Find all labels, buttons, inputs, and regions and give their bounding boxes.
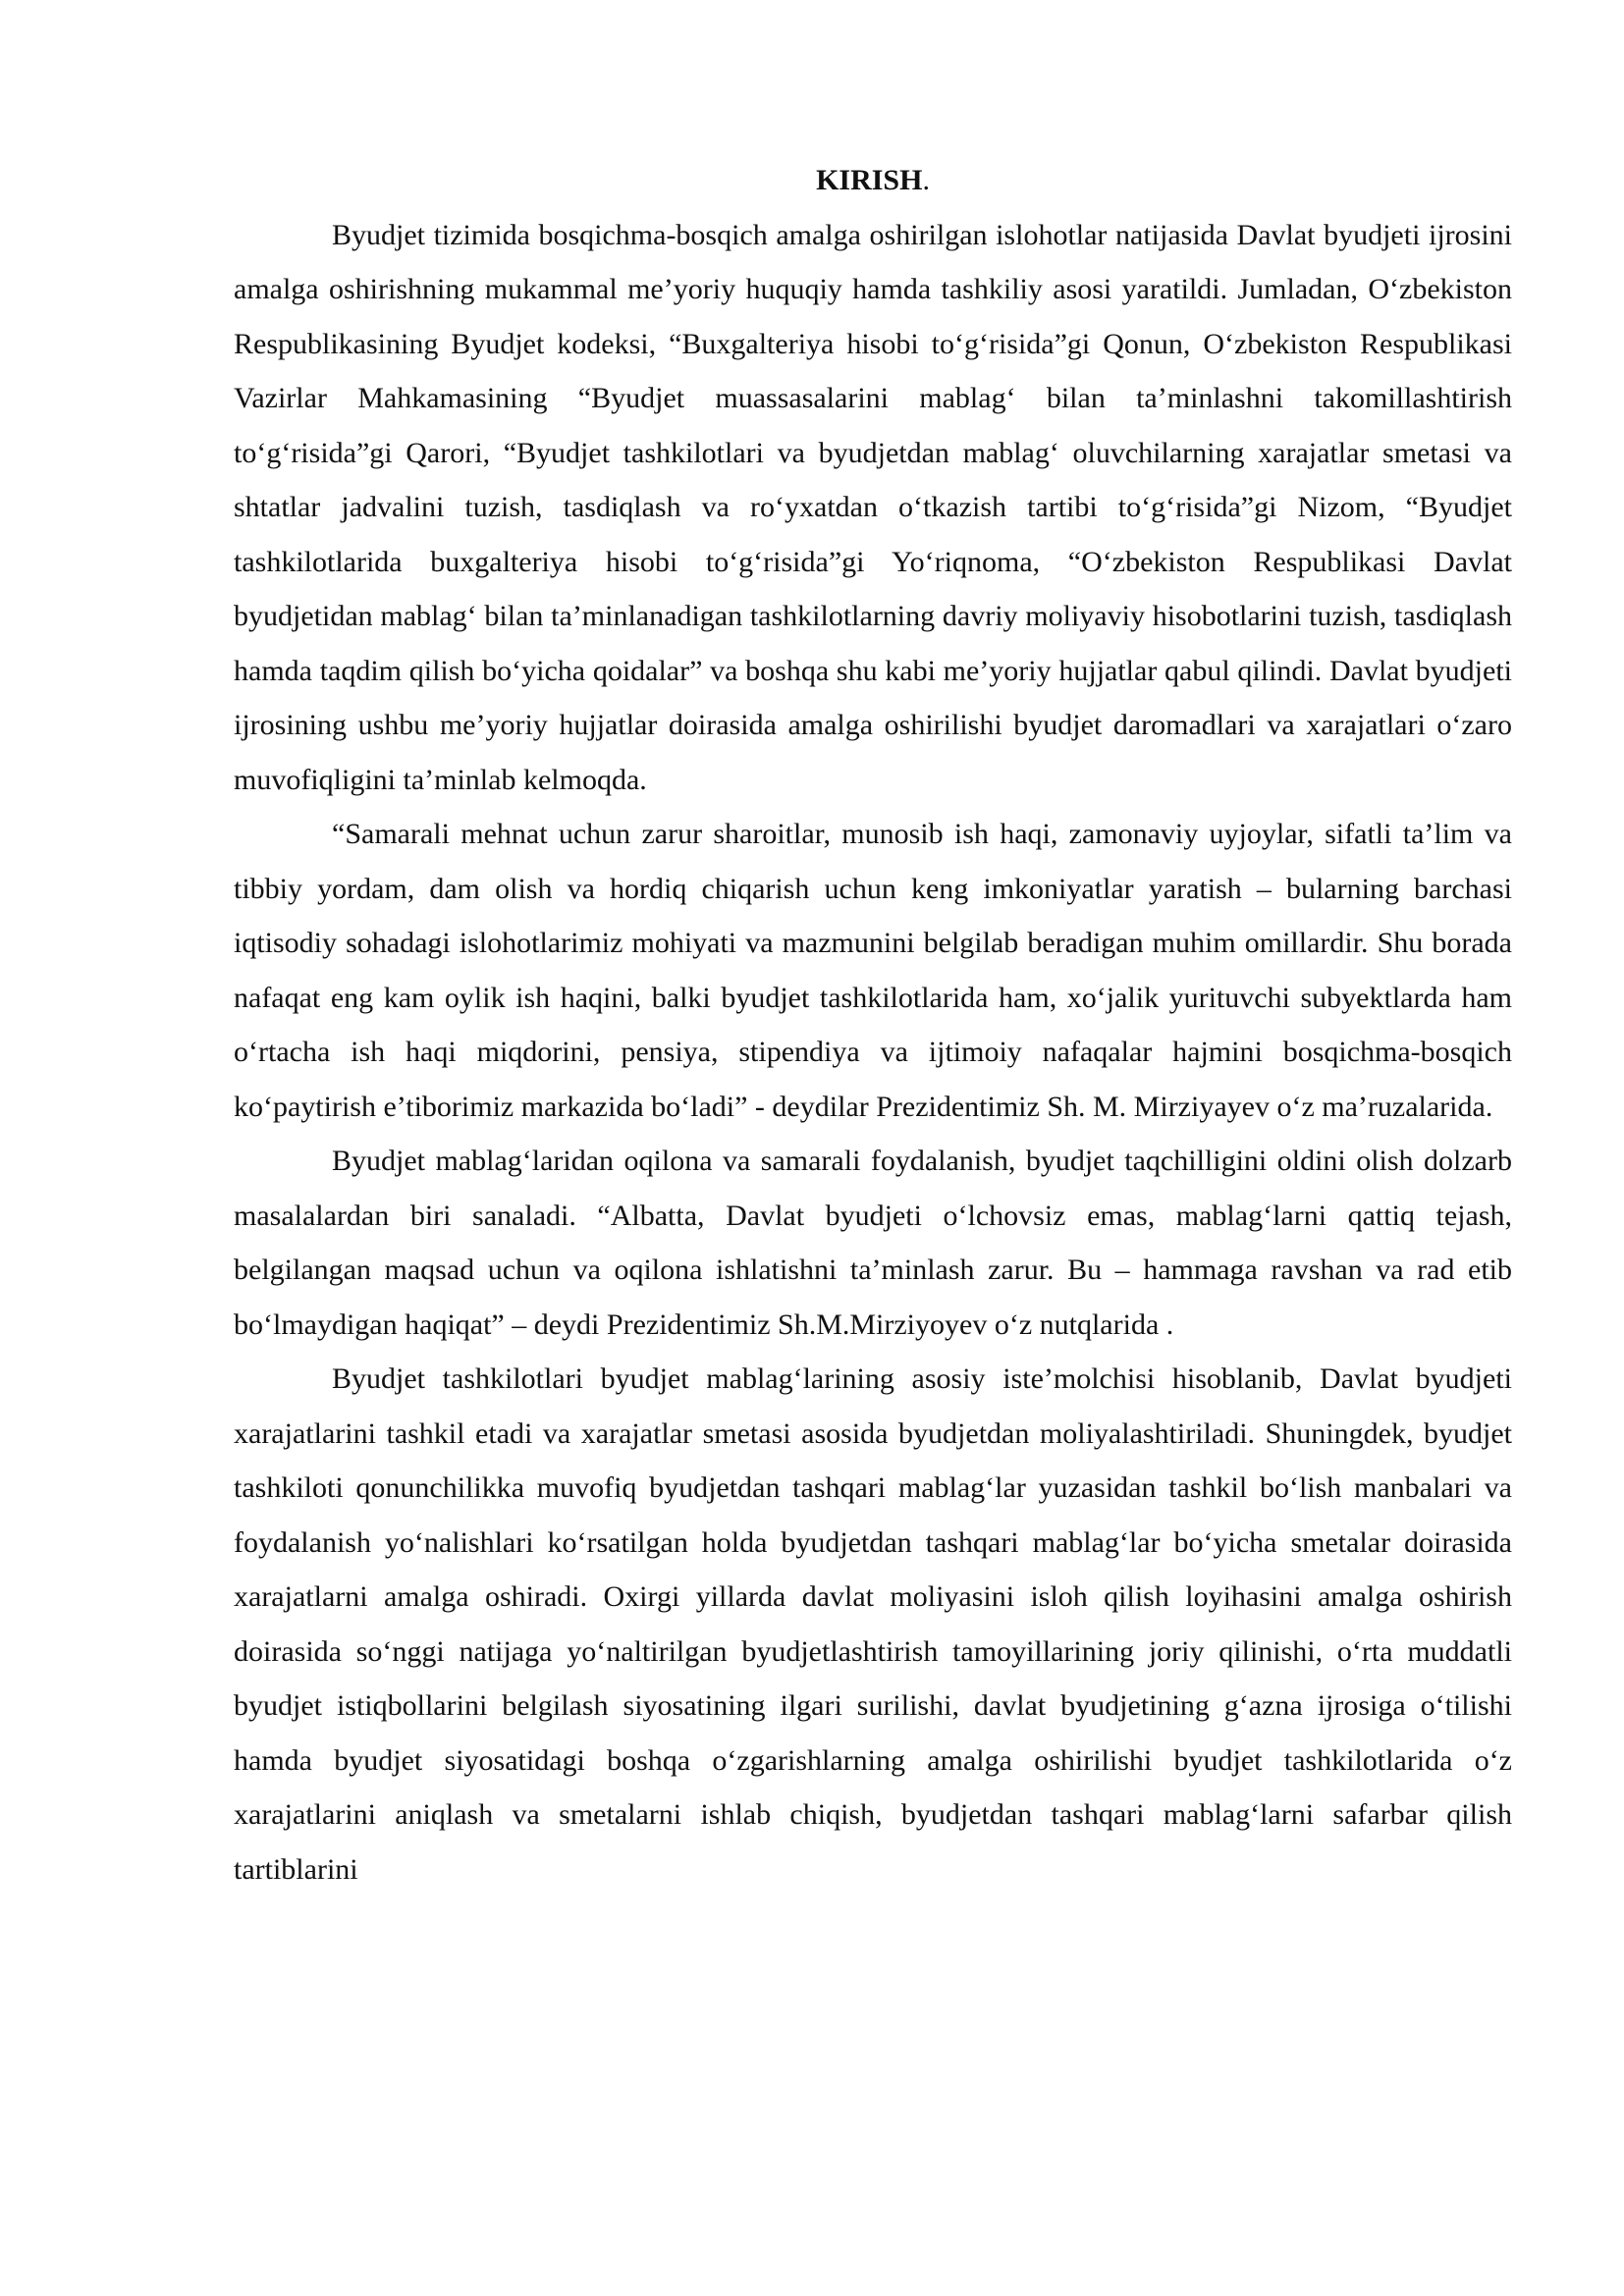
paragraph-1: Byudjet tizimida bosqichma-bosqich amalga oshirilgan islohotlar natijasida Davlat byudjeti ijrosini amalga oshirishning mukammal me’yoriy huquqiy hamda tashkiliy asosi yaratildi. Jumladan, O‘zbekiston Respublikasining Byudjet kodeksi, “Buxgalteriya hisobi to‘g‘risida”gi Qonun, O‘zbekiston Respublikasi Vazirlar Mahkamasining “Byudjet muassasalarini mablag‘ bilan ta’minlashni takomillashtirish to‘g‘risida”gi Qarori, “Byudjet tashkilotlari va byudjetdan mablag‘ oluvchilarning xarajatlar smetasi va shtatlar jadvalini tuzish, tasdiqlash va ro‘yxatdan o‘tkazish tartibi to‘g‘risida”gi Nizom, “Byudjet tashkilotlarida buxgalteriya hisobi to‘g‘risida”gi Yo‘riqnoma, “O‘zbekiston Respublikasi Davlat byudjetidan mablag‘ bilan ta’minlanadigan tashkilotlarning davriy moliyaviy hisobotlarini tuzish, tasdiqlash hamda taqdim qilish bo‘yicha qoidalar” va boshqa shu kabi me’yoriy hujjatlar qabul qilindi. Davlat byudjeti ijrosining ushbu me’yoriy hujjatlar doirasida amalga oshirilishi byudjet daromadlari va xarajatlari o‘zaro muvofiqligini ta’minlab kelmoqda. [234, 218, 1512, 796]
section-title [234, 153, 1512, 208]
paragraph-2: “Samarali mehnat uchun zarur sharoitlar, munosib ish haqi, zamonaviy uyjoylar, sifatli ta’lim va tibbiy yordam, dam olish va hordiq chiqarish uchun keng imkoniyatlar yaratish – bularning barchasi iqtisodiy sohadagi islohotlarimiz mohiyati va mazmunini belgilab beradigan muhim omillardir. Shu borada nafaqat eng kam oylik ish haqini, balki byudjet tashkilotlarida ham, xo‘jalik yurituvchi subyektlarda ham o‘rtacha ish haqi miqdorini, pensiya, stipendiya va ijtimoiy nafaqalar hajmini bosqichma-bosqich ko‘paytirish e’tiborimiz markazida bo‘ladi” - deydilar Prezidentimiz Sh. M. Mirziyayev o‘z ma’ruzalarida. [234, 818, 1512, 1123]
paragraph-4: Byudjet tashkilotlari byudjet mablag‘larining asosiy iste’molchisi hisoblanib, Davlat byudjeti xarajatlarini tashkil etadi va xarajatlar smetasi asosida byudjetdan moliyalashtiriladi. Shuningdek, byudjet tashkiloti qonunchilikka muvofiq byudjetdan tashqari mablag‘lar yuzasidan tashkil bo‘lish manbalari va foydalanish yo‘nalishlari ko‘rsatilgan holda byudjetdan tashqari mablag‘lar bo‘yicha smetalar doirasida xarajatlarni amalga oshiradi. Oxirgi yillarda davlat moliyasini isloh qilish loyihasini amalga oshirish doirasida so‘nggi natijaga yo‘naltirilgan byudjetlashtirish tamoyillarining joriy qilinishi, o‘rta muddatli byudjet istiqbollarini belgilash siyosatining ilgari surilishi, davlat byudjetining g‘azna ijrosiga o‘tilishi hamda byudjet siyosatidagi boshqa o‘zgarishlarning amalga oshirilishi byudjet tashkilotlarida o‘z xarajatlarini aniqlash va smetalarni ishlab chiqish, byudjetdan tashqari mablag‘larni safarbar qilish tartiblarini [234, 1362, 1512, 1886]
section-title-text: KIRISH [816, 164, 923, 196]
section-title-period: . [922, 164, 930, 196]
document-body [234, 153, 1512, 1896]
paragraph-3: Byudjet mablag‘laridan oqilona va samarali foydalanish, byudjet taqchilligini oldini olish dolzarb masalalardan biri sanaladi. “Albatta, Davlat byudjeti o‘lchovsiz emas, mablag‘larni qattiq tejash, belgilangan maqsad uchun va oqilona ishlatishni ta’minlash zarur. Bu – hammaga ravshan va rad etib bo‘lmaydigan haqiqat” – deydi Prezidentimiz Sh.M.Mirziyoyev o‘z nutqlarida . [234, 1145, 1512, 1341]
